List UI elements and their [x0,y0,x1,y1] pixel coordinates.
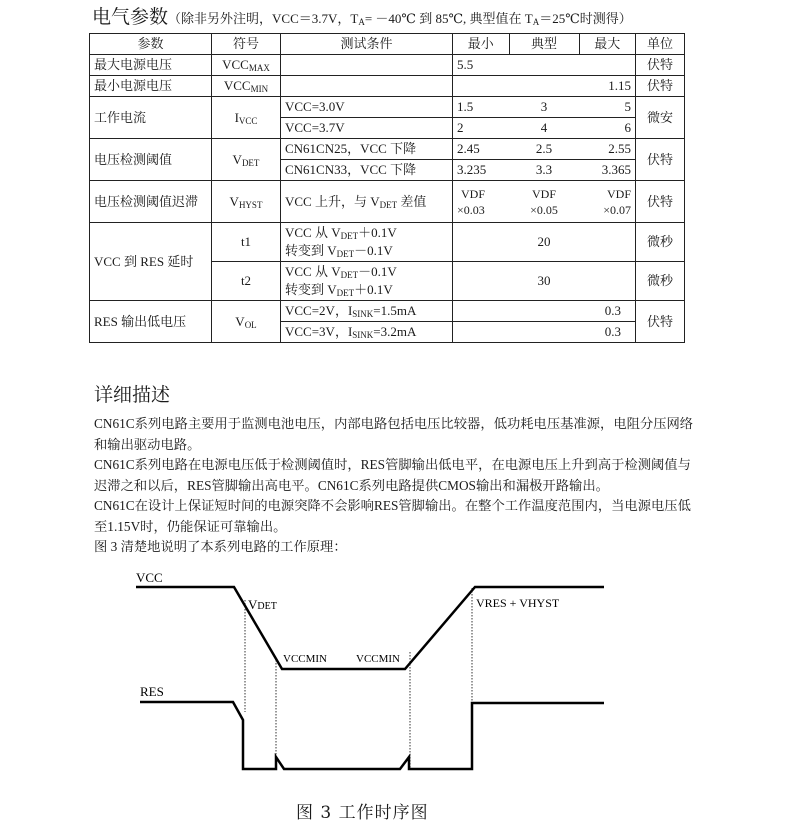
param-cell: RES 输出低电压 [90,301,212,343]
paragraph-4: 图 3 清楚地说明了本系列电路的工作原理： [94,539,347,554]
max-cell: VDF ×0.07 [579,181,636,223]
condition-cell: CN61CN25，VCC 下降 [281,139,453,160]
vcc-label: VCC [136,570,163,585]
typ-cell [509,76,579,97]
electrical-params-table [89,33,685,343]
min-cell: 1.5 [453,97,510,118]
max-cell: 2.55 [579,139,636,160]
symbol-cell: $V_{DET}$ [212,139,281,181]
param-cell: 工作电流 [90,97,212,139]
max-cell: 3.365 [579,160,636,181]
condition-cell: VCC=3.7V [281,118,453,139]
vres-vhyst-label: VRES + VHYST [476,596,560,610]
timing-guides [245,588,472,768]
header-condition: 测试条件 [281,34,453,55]
unit-cell: 微安 [636,97,685,139]
header-typ: 典型 [509,34,579,55]
typ-cell: 3 [509,97,579,118]
condition-cell: VCC=3V，$I_{SINK}=3.2mA$ [281,322,453,343]
header-param: 参数 [90,34,212,55]
conditions-note: （除非另外注明，VCC＝3.7V，$T_A=$ －40℃ 到 85℃, 典型值在 $T_A=25℃$时测得） [168,11,632,27]
symbol-cell: $VCC_{MAX}$ [212,55,281,76]
electrical-params-title [92,2,632,29]
unit-cell: 伏特 [636,139,685,181]
symbol-cell: t1 [212,223,281,262]
max-cell: 6 [579,118,636,139]
symbol-cell: $V_{HYST}$ [212,181,281,223]
table-row [90,97,685,118]
table-row [90,181,685,223]
paragraph-2: CN61C系列电路在电源电压低于检测阈值时，RES管脚输出低电平，在电源电压上升到高于检测阈值与迟滞之和以后，RES管脚输出高电平。CN61C系列电路提供CMOS输出和漏极开路输出。 [94,457,691,493]
min-cell: VDF ×0.03 [453,181,510,223]
condition-cell: VCC 从 $V_{DET}+0.1V$ 转变到 $V_{DET}-0.1V$ [281,223,453,262]
res-label: RES [140,684,164,699]
typ-cell: 3.3 [509,160,579,181]
table-row [90,76,685,97]
table-row [90,223,685,262]
header-unit: 单位 [636,34,685,55]
typ-cell: 2.5 [509,139,579,160]
paragraph-3: CN61C在设计上保证短时间的电源突降不会影响RES管脚输出。在整个工作温度范围内，当电源电压低至1.15V时，仍能保证可靠输出。 [94,498,691,534]
header-min: 最小 [453,34,510,55]
param-cell: 电压检测阈值 [90,139,212,181]
max-cell: 1.15 [579,76,636,97]
typ-cell: VDF ×0.05 [509,181,579,223]
value-cell: 0.3 [453,301,636,322]
table-row [90,139,685,160]
min-cell: 3.235 [453,160,510,181]
condition-cell: VCC 从 $V_{DET}-0.1V$ 转变到 $V_{DET}+0.1V$ [281,262,453,301]
header-max: 最大 [579,34,636,55]
unit-cell: 伏特 [636,55,685,76]
unit-cell: 伏特 [636,76,685,97]
max-cell [579,55,636,76]
vccmin-label-left: VCCMIN [283,653,328,665]
table-row [90,301,685,322]
condition-cell: VCC=3.0V [281,97,453,118]
vdet-label: VDET [248,597,277,612]
vccmin-label-right: VCCMIN [356,653,401,665]
paragraph-1: CN61C系列电路主要用于监测电池电压，内部电路包括电压比较器，低功耗电压基准源，电阻分压网络和输出驱动电路。 [94,416,694,452]
symbol-cell: $I_{VCC}$ [212,97,281,139]
figure-caption: 图 3 工作时序图 [296,803,429,823]
res-waveform [140,702,604,769]
typ-cell: 4 [509,118,579,139]
param-cell: 电压检测阈值迟滞 [90,181,212,223]
symbol-cell: t2 [212,262,281,301]
condition-cell [281,76,453,97]
min-cell: 2 [453,118,510,139]
condition-cell [281,55,453,76]
table-header-row [90,34,685,55]
condition-cell: CN61CN33，VCC 下降 [281,160,453,181]
unit-cell: 微秒 [636,223,685,262]
min-cell [453,76,510,97]
unit-cell: 伏特 [636,301,685,343]
unit-cell: 微秒 [636,262,685,301]
table-row [90,55,685,76]
unit-cell: 伏特 [636,181,685,223]
param-cell: VCC 到 RES 延时 [90,223,212,301]
header-symbol: 符号 [212,34,281,55]
symbol-cell: $V_{OL}$ [212,301,281,343]
min-cell: 2.45 [453,139,510,160]
symbol-cell: $VCC_{MIN}$ [212,76,281,97]
max-cell: 5 [579,97,636,118]
section-heading: 电气参数 [92,6,169,28]
detailed-description-heading: 详细描述 [94,384,171,406]
value-cell: 0.3 [453,322,636,343]
timing-diagram [0,560,793,795]
condition-cell: VCC=2V，$I_{SINK}=1.5mA$ [281,301,453,322]
min-cell: 5.5 [453,55,510,76]
param-cell: 最小电源电压 [90,76,212,97]
value-cell: 20 [453,223,636,262]
typ-cell [509,55,579,76]
condition-cell: VCC 上升，与 $V_{DET}$ 差值 [281,181,453,223]
param-cell: 最大电源电压 [90,55,212,76]
value-cell: 30 [453,262,636,301]
